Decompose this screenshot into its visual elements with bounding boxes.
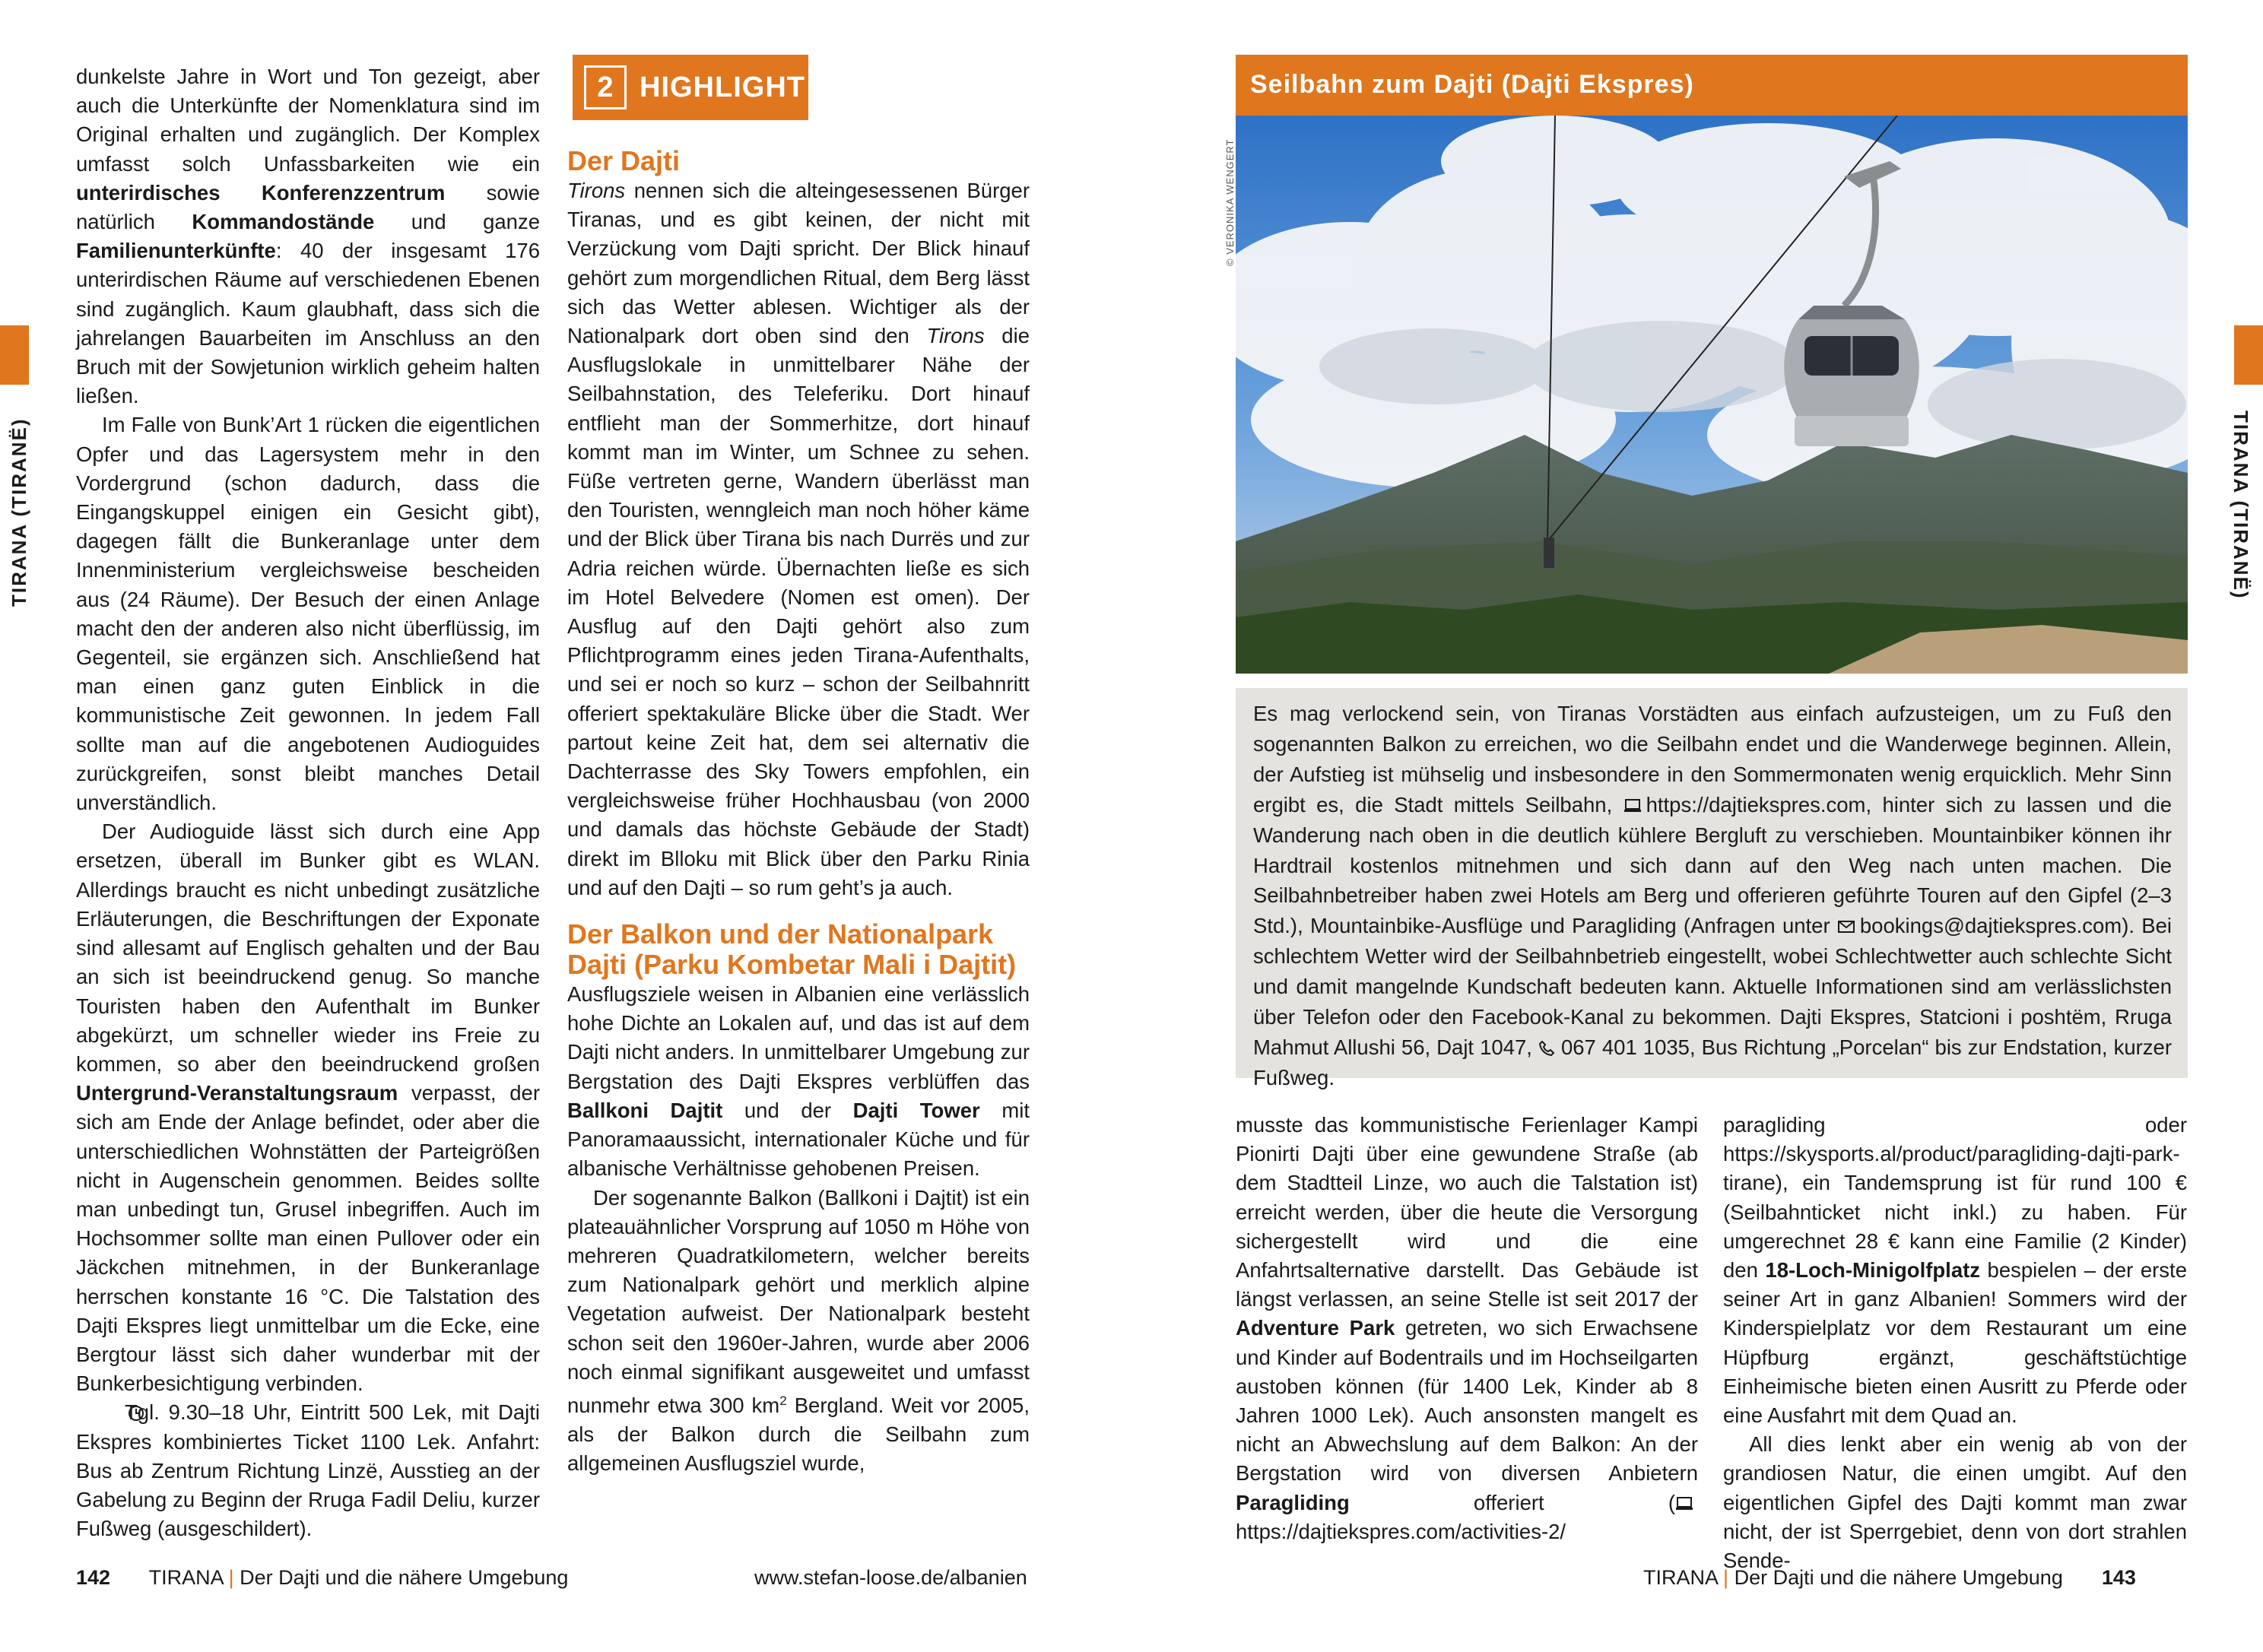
clock-icon: [102, 1400, 120, 1417]
paragraph: Der Audioguide lässt sich durch eine App ersetzen, überall im Bunker gibt es WLAN. Allerdings braucht es nicht unbedingt zusätzliche Erläuterungen, die Beschriftungen der Exponate sind allesamt auf Englisch gehalten und der Bau an sich ist beeindruckend genug. So manche Touristen haben den Aufenthalt im Bunker abgekürzt, um schneller wieder ins Freie zu kommen, so aber den beeindruckend großen Untergrund-Veranstaltungsraum verpasst, der sich am Ende der Anlage befindet, oder aber die unterschiedlichen Wohnstätten der Parteigrößen nicht in Augenschein genommen. Beides sollte man unbedingt tun, Grusel inbegriffen. Auch im Hochsommer sollte man einen Pullover oder ein Jäckchen mitnehmen, in der Bunkeranlage herrschen konstante 16 °C. Die Talstation des Dajti Ekspres liegt unmittelbar um die Ecke, eine Bergtour lässt sich daher wunderbar mit der Bunkerbesichtigung verbinden.: [76, 820, 540, 1396]
opening-hours: Tgl. 9.30–18 Uhr, Eintritt 500 Lek, mit Dajti Ekspres kombiniertes Ticket 1100 Lek. Anfahrt: Bus ab Zentrum Richtung Linzë, Ausstieg an der Gabelung zu Beginn der Rruga Fadil Deliu, kurzer Fußweg (ausgeschildert).: [76, 1400, 540, 1541]
paragraph: All dies lenkt aber ein wenig ab von der grandiosen Natur, die einen umgibt. Auf den eigentlichen Gipfel des Dajti kommt man zwar nicht, der ist Sperrgebiet, denn von dort strahlen Sende-: [1723, 1432, 2187, 1573]
footer-separator: |: [1723, 1566, 1729, 1589]
paragraph: Im Falle von Bunk’Art 1 rücken die eigentlichen Opfer und das Lagersystem mehr in den Vordergrund (schon dadurch, dass die Eingangskuppel einigen ein Gesicht gibt), dagegen fällt die Bunkeranlage unter dem Innenministerium vergleichsweise bescheiden aus (24 Räume). Der Besuch der einen Anlage macht den der anderen also nicht überflüssig, im Gegenteil, sie ergänzen sich. Anschließend hat man einen ganz guten Einblick in die kommunistische Zeit gewonnen. In jedem Fall sollte man auf die angebotenen Audioguides zurückgreifen, sonst bleibt manches Detail unverständlich.: [76, 413, 540, 815]
left-column-2: [567, 146, 1030, 1479]
photo-credit: © VERONIKA WENGERT: [1224, 138, 1236, 266]
page-footer: [76, 1565, 568, 1590]
side-tab-marker: [0, 325, 29, 385]
paragraph: Tirons nennen sich die alteingesessenen Bürger Tiranas, und es gibt keinen, der nicht mit Verzückung vom Dajti spricht. Der Blick hinauf gehört zum morgendlichen Ritual, dem Berg lässt sich das Wetter ablesen. Wichtiger als der Nationalpark dort oben sind den Tirons die Ausflugslokale in unmittelbarer Nähe der Seilbahnstation, des Teleferiku. Dort hinauf entflieht man der Sommerhitze, dort hinauf kommt man im Winter, um Schnee zu sehen. Füße vertreten gerne, Wandern überlässt man den Touristen, wenngleich man noch höher käme und der Blick über Tirana bis nach Durrës und zur Adria reichen würde. Übernachten ließe es sich im Hotel Belvedere (Nomen est omen). Der Ausflug auf den Dajti gehört also zum Pflichtprogramm eines jeden Tirana-Aufenthalts, und sei er noch so kurz – schon der Seilbahnritt offeriert spektakuläre Blicke über die Stadt. Wer partout keine Zeit hat, dem sei alternativ die Dachterrasse des Sky Towers empfohlen, ein vergleichsweise früher Hochhausbau (von 2000 und damals das höchste Gebäude der Stadt) direkt im Blloku mit Blick über den Parku Rinia und auf den Dajti – so rum geht’s ja auch.: [567, 179, 1030, 899]
page-footer: [1643, 1565, 2136, 1590]
website-icon: [1675, 1491, 1693, 1508]
info-box: [1236, 688, 2188, 1089]
highlight-number: 2: [584, 65, 627, 109]
phone-icon: [1538, 1035, 1557, 1051]
photo-title: Seilbahn zum Dajti (Dajti Ekspres): [1250, 70, 1694, 99]
phone-number[interactable]: 067 401 1035: [1560, 1035, 1690, 1059]
paragraph: Ausflugsziele weisen in Albanien eine verlässlich hohe Dichte an Lokalen auf, und das ist auf dem Dajti nicht anders. In unmittelbarer Umgebung zur Bergstation des Dajti Ekspres verblüffen das Ballkoni Dajtit und der Dajti Tower mit Panoramaaussicht, internationaler Küche und für albanische Verhältnisse gehobenen Preisen.: [567, 982, 1030, 1181]
footer-section: TIRANA: [1643, 1566, 1718, 1589]
left-column-1: [76, 62, 540, 1543]
right-column-1: [1236, 1111, 1698, 1546]
footer-url[interactable]: www.stefan-loose.de/albanien: [754, 1566, 1027, 1589]
side-label: TIRANA (TIRANË): [2230, 411, 2252, 600]
highlight-label: HIGHLIGHT: [640, 71, 805, 103]
info-box-text: Es mag verlockend sein, von Tiranas Vorstädten aus einfach aufzusteigen, um zu Fuß den sogenannten Balkon zu erreichen, wo die Seilbahn endet und die Wanderwege beginnen. Allein, der Aufstieg ist mühselig und insbesondere in den Sommermonaten wenig erquicklich. Mehr Sinn ergibt es, die Stadt mittels Seilbahn, https://dajtiekspres.com, hinter sich zu lassen und die Wanderung nach oben in die deutlich kühlere Bergluft zu verschieben. Mountainbiker können ihr Hardtrail kostenlos mitnehmen und sich dann auf den Weg nach unten machen. Die Seilbahnbetreiber haben zwei Hotels am Berg und offerieren geführte Touren auf den Gipfel (2–3 Std.), Mountainbike-Ausflüge und Paragliding (Anfragen unter bookings@dajtiekspres.com). Bei schlechtem Wetter wird der Seilbahnbetrieb eingestellt, wobei Schlechtwetter auch schlechte Sicht und damit mangelnde Kundschaft bedeuten kann. Aktuelle Informationen sind am verlässlichsten über Telefon oder den Facebook-Kanal zu bekommen. Dajti Ekspres, Statcioni i poshtëm, Rruga Mahmut Allushi 56, Dajt 1047, 067 401 1035, Bus Richtung „Porcelan“ bis zur Endstation, kurzer Fußweg.: [1253, 702, 2172, 1089]
paragraph: paragliding oder https://skysports.al/product/paragliding-dajti-park-tirane), ein Tandemsprung ist für rund 100 € (Seilbahnticket nicht inkl.) zu haben. Für umgerechnet 28 € kann eine Familie (2 Kinder) den 18-Loch-Minigolfplatz bespielen – der erste seiner Art in ganz Albanien! Sommers wird der Kinderspielplatz vor dem Restaurant um eine Hüpfburg ergänzt, geschäftstüchtige Einheimische bieten einen Ausritt zu Pferde oder eine Ausfahrt mit dem Quad an.: [1723, 1113, 2187, 1428]
footer-chapter: Der Dajti und die nähere Umgebung: [1734, 1566, 2063, 1589]
website-link[interactable]: https://dajtiekspres.com: [1646, 792, 1866, 816]
side-tab-marker: [2234, 325, 2263, 385]
page-number: 142: [76, 1566, 111, 1589]
footer-chapter: Der Dajti und die nähere Umgebung: [240, 1566, 569, 1589]
email-link[interactable]: bookings@dajtiekspres.com: [1859, 914, 2122, 938]
activities-link[interactable]: https://dajtiekspres.com/activities-2/: [1236, 1519, 1566, 1543]
paragraph: Der sogenannte Balkon (Ballkoni i Dajtit) ist ein plateauähnlicher Vorsprung auf 1050 m Höhe von mehreren Quadratkilometern, welcher bereits zum Nationalpark gehört und merklich alpine Vegetation aufweist. Der Nationalpark besteht schon seit den 1960er-Jahren, wurde aber 2006 noch einmal signifikant ausgeweitet und umfasst nunmehr etwa 300 $km^2$ Bergland. Weit vor 2005, als der Balkon durch die Seilbahn zum allgemeinen Ausflugsziel wurde,: [567, 1185, 1030, 1476]
page-number: 143: [2101, 1566, 2136, 1589]
email-icon: [1837, 913, 1855, 930]
side-label: TIRANA (TIRANË): [8, 417, 30, 607]
footer-section: TIRANA: [148, 1566, 224, 1589]
photo-title-banner: [1236, 55, 2188, 116]
section-heading: Der Balkon und der Nationalpark Dajti (Parku Kombetar Mali i Dajtit): [567, 918, 1017, 981]
website-icon: [1623, 792, 1642, 809]
footer-separator: |: [228, 1566, 234, 1589]
cable-car-photo: [1236, 116, 2188, 674]
paragraph: musste das kommunistische Ferienlager Kampi Pionirti Dajti über eine gewundene Straße (ab dem Stadtteil Linze, wo auch die Talstation ist) erreicht werden, über die heute die Versorgung sichergestellt wird und die eine Anfahrtsalternative darstellt. Das Gebäude ist längst verlassen, an seine Stelle ist seit 2017 der Adventure Park getreten, wo sich Erwachsene und Kinder auf Bodentrails und im Hochseilgarten austoben können (für 1400 Lek, Kinder ab 8 Jahren 1000 Lek). Auch ansonsten mangelt es nicht an Abwechslung auf dem Balkon: An der Bergstation wird von diversen Anbietern Paragliding offeriert (https://dajtiekspres.com/activities-2/: [1236, 1113, 1699, 1543]
highlight-badge: [573, 55, 808, 120]
section-heading: Der Dajti: [567, 145, 681, 176]
paragraph: dunkelste Jahre in Wort und Ton gezeigt, aber auch die Unterkünfte der Nomenklatura sind im Original erhalten und zugänglich. Der Komplex umfasst solch Unfassbarkeiten wie ein unterirdisches Konferenzzentrum sowie natürlich Kommandostände und ganze Familienunterkünfte: 40 der insgesamt 176 unterirdischen Räume auf verschiedenen Ebenen sind zugänglich. Kaum glaubhaft, dass sich die jahrelangen Bauarbeiten im Anschluss an den Bruch mit der Sowjetunion wirklich geheim halten ließen.: [76, 65, 541, 408]
right-column-2: [1723, 1111, 2187, 1575]
